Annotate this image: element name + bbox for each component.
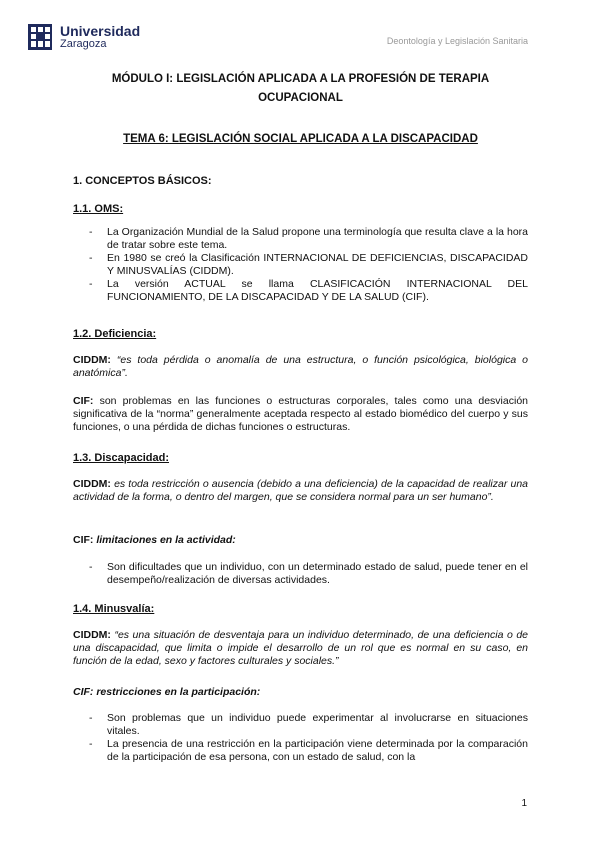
list-item: - La presencia de una restricción en la participación viene determinada por la comparación de la participación de esa persona, con un estado de salud, con la xyxy=(73,738,528,764)
ciddm-definition: “es una situación de desventaja para un individuo determinado, de una deficiencia o de una discapacidad, que limita o impide el desarrollo de un rol que es normal en su caso, en función de la edad, sexo y factores culturales y sociales.” xyxy=(73,629,528,667)
cif-label: CIF: xyxy=(73,395,94,407)
minusvalia-heading: 1.4. Minusvalía: xyxy=(73,603,155,615)
course-title: Deontología y Legislación Sanitaria xyxy=(386,36,528,46)
module-title: MÓDULO I: LEGISLACIÓN APLICADA A LA PROFESIÓN DE TERAPIA OCUPACIONAL xyxy=(111,73,490,104)
ciddm-label: CIDDM: xyxy=(73,478,111,490)
oms-heading: 1.1. OMS: xyxy=(73,203,124,215)
list-item: - Son dificultades que un individuo, con un determinado estado de salud, puede tener en el desempeño/realización de diversas actividades. xyxy=(73,561,528,587)
cif-definition: son problemas en las funciones o estructuras corporales, tales como una desviación significativa de la “norma” generalmente aceptada respecto al estado biomédico del cuerpo y sus funciones, o una pérdida de dichas funciones o estructuras. xyxy=(73,395,528,433)
university-name: Universidad xyxy=(60,23,141,39)
oms-list xyxy=(73,226,528,304)
list-item: - La versión ACTUAL se llama CLASIFICACIÓN INTERNACIONAL DEL FUNCIONAMIENTO, DE LA DISCAPACIDAD Y DE LA SALUD (CIF). xyxy=(73,278,528,304)
list-item: - La Organización Mundial de la Salud propone una terminología que resulta clave a la hora de tratar sobre este tema. xyxy=(73,226,528,252)
list-item: - Son problemas que un individuo puede experimentar al involucrarse en situaciones vitales. xyxy=(73,712,528,738)
ciddm-definition: “es toda pérdida o anomalía de una estructura, o función psicológica, biológica o anatómica”. xyxy=(73,354,528,379)
cif-label: CIF: xyxy=(73,534,94,546)
minusvalia-ciddm xyxy=(73,629,528,668)
minusvalia-cif-heading: CIF: restricciones en la participación: xyxy=(73,686,261,698)
university-city: Zaragoza xyxy=(60,38,107,50)
deficiencia-ciddm xyxy=(73,354,528,380)
ciddm-label: CIDDM: xyxy=(73,354,111,366)
ciddm-label: CIDDM: xyxy=(73,629,111,641)
list-item: - En 1980 se creó la Clasificación INTERNACIONAL DE DEFICIENCIAS, DISCAPACIDAD Y MINUSVALÍAS (CIDDM). xyxy=(73,252,528,278)
cif-subtitle: limitaciones en la actividad: xyxy=(96,534,236,546)
section-heading: 1. CONCEPTOS BÁSICOS: xyxy=(73,175,212,187)
discapacidad-ciddm xyxy=(73,478,528,504)
discapacidad-cif xyxy=(73,534,528,547)
deficiencia-heading: 1.2. Deficiencia: xyxy=(73,328,157,340)
university-wordmark xyxy=(60,24,140,50)
ciddm-definition: es toda restricción o ausencia (debido a una deficiencia) de la capacidad de realizar una actividad de la forma, o dentro del margen, que se considera normal para un ser humano”. xyxy=(73,478,528,503)
page-number: 1 xyxy=(521,798,527,809)
discapacidad-heading: 1.3. Discapacidad: xyxy=(73,452,169,464)
minusvalia-list xyxy=(73,712,528,764)
deficiencia-cif xyxy=(73,395,528,434)
discapacidad-list xyxy=(73,561,528,587)
topic-title: TEMA 6: LEGISLACIÓN SOCIAL APLICADA A LA DISCAPACIDAD xyxy=(123,133,478,145)
